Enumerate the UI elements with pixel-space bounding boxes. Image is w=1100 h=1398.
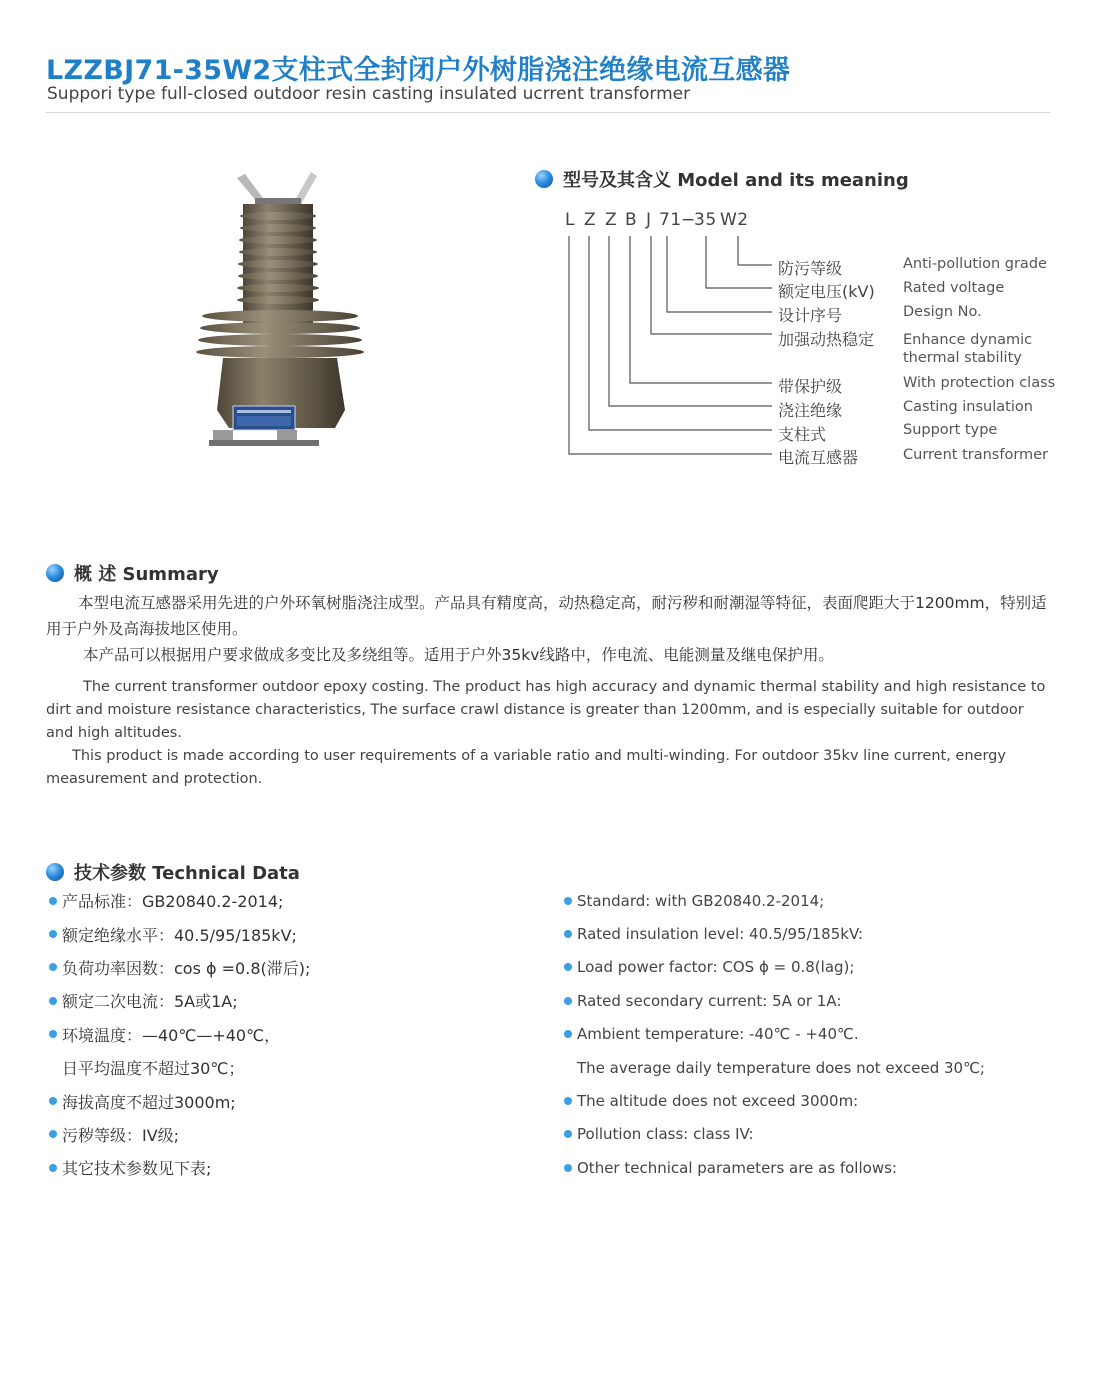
code-char: Z [605, 210, 618, 230]
meaning-cn-support-type: 支柱式 [778, 425, 827, 444]
meaning-cn-design-no: 设计序号 [778, 306, 843, 325]
list-item: Load power factor: COS ϕ = 0.8(lag); [564, 951, 1044, 984]
list-item: 其它技术参数见下表; [49, 1151, 529, 1184]
list-item: 负荷功率因数：cos ϕ =0.8(滞后); [49, 951, 529, 984]
product-photo [185, 160, 385, 470]
list-item: 额定绝缘水平：40.5/95/185kV; [49, 917, 529, 950]
bullet-icon [564, 1164, 572, 1172]
list-item: 环境温度：—40℃—+40℃， [49, 1018, 529, 1051]
technical-data-cn-list [49, 884, 529, 1185]
bullet-icon [564, 897, 572, 905]
bullet-icon [49, 997, 57, 1005]
code-char: 71 [659, 210, 682, 230]
meaning-cn-protection-class: 带保护级 [778, 377, 843, 396]
list-item: Rated secondary current: 5A or 1A: [564, 984, 1044, 1017]
code-char: 35 [694, 210, 717, 230]
bullet-icon [564, 1130, 572, 1138]
meaning-en-support-type: Support type [903, 422, 998, 438]
list-item: The average daily temperature does not exceed 30℃; [577, 1058, 985, 1077]
bullet-icon [564, 997, 572, 1005]
meaning-cn-rated-voltage: 额定电压(kV) [778, 282, 875, 301]
technical-data-heading: 技术参数 Technical Data [46, 859, 300, 885]
summary-en-paragraph: This product is made according to user requirements of a variable ratio and multi-winding. For outdoor 35kv line current, energy measurement and protection. [46, 748, 1006, 787]
bullet-icon [564, 930, 572, 938]
list-item: 海拔高度不超过3000m; [49, 1084, 529, 1117]
bullet-icon [49, 963, 57, 971]
meaning-en-casting-insulation: Casting insulation [903, 399, 1033, 415]
code-char: B [625, 210, 638, 230]
meaning-en-protection-class: With protection class [903, 375, 1056, 391]
bullet-icon [49, 930, 57, 938]
meaning-en-dynamic-stability: Enhance dynamic thermal stability [903, 332, 1033, 366]
bullet-icon [49, 1130, 57, 1138]
summary-en-paragraph: The current transformer outdoor epoxy costing. The product has high accuracy and dynamic thermal stability and high resistance to dirt and moisture resistance characteristics, The surface crawl distance is greater than 1200mm, and is especially suitable for outdoor and high altitudes. [46, 679, 1046, 741]
meaning-en-design-no: Design No. [903, 304, 982, 320]
list-item: 产品标准：GB20840.2-2014; [49, 884, 529, 917]
list-item: Rated insulation level: 40.5/95/185kV: [564, 917, 1044, 950]
bullet-icon [46, 863, 64, 881]
technical-data-en-list [564, 884, 1044, 1185]
code-char: − [681, 210, 696, 230]
meaning-en-current-transformer: Current transformer [903, 447, 1049, 463]
bullet-icon [49, 897, 57, 905]
meaning-cn-anti-pollution: 防污等级 [778, 259, 843, 278]
list-item: The altitude does not exceed 3000m: [564, 1084, 1044, 1117]
summary-cn-paragraph: 本产品可以根据用户要求做成多变比及多绕组等。适用于户外35kv线路中，作电流、电能测量及继电保护用。 [83, 646, 834, 664]
code-char: W2 [720, 210, 749, 230]
meaning-en-rated-voltage: Rated voltage [903, 280, 1005, 296]
list-item: Ambient temperature: -40℃ - +40℃. [564, 1018, 1044, 1051]
list-item: 污秽等级：IV级; [49, 1118, 529, 1151]
bullet-icon [49, 1030, 57, 1038]
summary-heading: 概 述 Summary [46, 560, 219, 586]
list-item: Pollution class: class IV: [564, 1118, 1044, 1151]
meaning-cn-casting-insulation: 浇注绝缘 [778, 401, 843, 420]
bullet-icon [564, 1097, 572, 1105]
meaning-en-anti-pollution: Anti-pollution grade [903, 256, 1047, 272]
bullet-icon [46, 564, 64, 582]
page-title: LZZBJ71-35W2支柱式全封闭户外树脂浇注绝缘电流互感器 [46, 55, 791, 86]
list-item: Other technical parameters are as follows: [564, 1151, 1044, 1184]
title-divider [46, 112, 1050, 113]
bullet-icon [49, 1097, 57, 1105]
bullet-icon [564, 1030, 572, 1038]
list-item: Standard: with GB20840.2-2014; [564, 884, 1044, 917]
code-char: J [646, 210, 652, 230]
summary-body [46, 590, 1052, 791]
code-char: L [565, 210, 575, 230]
bullet-icon [535, 170, 553, 188]
summary-cn-paragraph: 本型电流互感器采用先进的户外环氧树脂浇注成型。产品具有精度高，动热稳定高，耐污秽和耐潮湿等特征，表面爬距大于1200mm，特别适用于户外及高海拔地区使用。 [46, 594, 1047, 638]
meaning-cn-current-transformer: 电流互感器 [778, 448, 859, 467]
model-meaning-heading: 型号及其含义 Model and its meaning [535, 166, 909, 192]
list-item: 额定二次电流：5A或1A; [49, 984, 529, 1017]
list-item: 日平均温度不超过30℃； [62, 1059, 245, 1079]
bullet-icon [49, 1164, 57, 1172]
code-char: Z [584, 210, 597, 230]
bullet-icon [564, 963, 572, 971]
meaning-cn-dynamic-stability: 加强动热稳定 [778, 330, 875, 349]
page-subtitle: Suppori type full-closed outdoor resin casting insulated ucrrent transformer [47, 84, 691, 104]
model-code [563, 210, 763, 232]
